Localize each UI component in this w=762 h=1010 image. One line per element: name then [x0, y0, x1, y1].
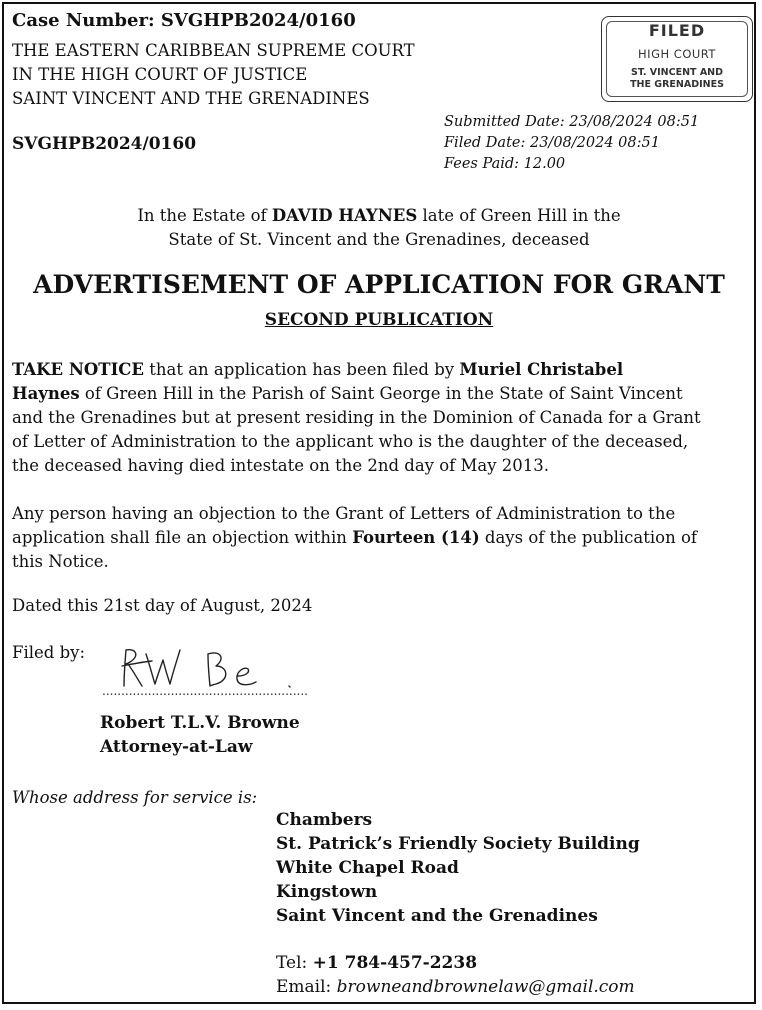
document-title: ADVERTISEMENT OF APPLICATION FOR GRANT — [33, 270, 725, 299]
objection-text: application shall file an objection within — [12, 528, 353, 547]
stamp-place — [602, 67, 752, 91]
signature-line: ...................................................... — [102, 684, 308, 698]
submitted-date: Submitted Date: 23/08/2024 08:51 — [444, 114, 700, 130]
address-line-3: White Chapel Road — [276, 858, 459, 878]
objection-period: Fourteen (14) — [352, 528, 480, 547]
telephone-line — [276, 952, 477, 974]
document-subtitle: SECOND PUBLICATION — [264, 310, 494, 330]
address-line-2: St. Patrick’s Friendly Society Building — [276, 834, 640, 854]
address-line-1: Chambers — [276, 810, 373, 830]
notice-line-3: and the Grenadines but at present residing in the Dominion of Canada for a Grant — [12, 408, 701, 427]
notice-text: of Green Hill in the Parish of Saint George in the State of Saint Vincent — [79, 384, 683, 403]
stamp-place-line-1: ST. VINCENT AND — [630, 67, 724, 78]
deceased-name: DAVID HAYNES — [271, 206, 418, 225]
attorney-name: Robert T.L.V. Browne — [100, 713, 300, 733]
applicant-first-names: Muriel Christabel — [459, 360, 624, 379]
estate-line-2: State of St. Vincent and the Grenadines, deceased — [168, 230, 590, 249]
address-line-5: Saint Vincent and the Grenadines — [276, 906, 598, 926]
stamp-title: FILED — [648, 21, 706, 40]
document-page — [2, 2, 756, 1004]
telephone-label: Tel: — [276, 953, 313, 973]
email-label: Email: — [276, 977, 337, 997]
attorney-title: Attorney-at-Law — [100, 737, 253, 757]
objection-line-1: Any person having an objection to the Grant of Letters of Administration to the — [12, 504, 676, 523]
address-line-4: Kingstown — [276, 882, 378, 902]
court-division-line: IN THE HIGH COURT OF JUSTICE — [12, 65, 308, 84]
filed-by-label: Filed by: — [12, 643, 86, 662]
filed-stamp — [601, 16, 753, 102]
email-address: browneandbrownelaw@gmail.com — [336, 977, 635, 997]
applicant-surname: Haynes — [12, 384, 80, 403]
notice-line-4: of Letter of Administration to the applicant who is the daughter of the deceased, — [12, 432, 689, 451]
email-line — [276, 976, 635, 998]
estate-suffix: late of Green Hill in the — [417, 206, 621, 225]
reference-number: SVGHPB2024/0160 — [12, 134, 197, 154]
estate-prefix: In the Estate of — [137, 206, 272, 225]
address-label: Whose address for service is: — [12, 788, 258, 807]
fees-paid: Fees Paid: 12.00 — [444, 156, 566, 172]
take-notice: TAKE NOTICE — [12, 360, 144, 379]
notice-text: that an application has been filed by — [144, 360, 460, 379]
estate-line-1 — [4, 204, 754, 228]
notice-line-5: the deceased having died intestate on the 2nd day of May 2013. — [12, 456, 550, 475]
telephone-number: +1 784-457-2238 — [312, 953, 478, 973]
court-jurisdiction-line: SAINT VINCENT AND THE GRENADINES — [12, 89, 370, 108]
case-number: Case Number: SVGHPB2024/0160 — [12, 10, 356, 31]
stamp-court: HIGH COURT — [638, 47, 716, 61]
objection-line-3: this Notice. — [12, 552, 109, 571]
stamp-place-line-2: THE GRENADINES — [630, 79, 724, 90]
dated-line: Dated this 21st day of August, 2024 — [12, 596, 313, 615]
notice-line-1 — [12, 358, 752, 382]
court-name-line: THE EASTERN CARIBBEAN SUPREME COURT — [12, 41, 415, 60]
objection-line-2 — [12, 526, 752, 550]
filed-date: Filed Date: 23/08/2024 08:51 — [444, 135, 660, 151]
notice-line-2 — [12, 382, 752, 406]
objection-text: days of the publication of — [479, 528, 698, 547]
